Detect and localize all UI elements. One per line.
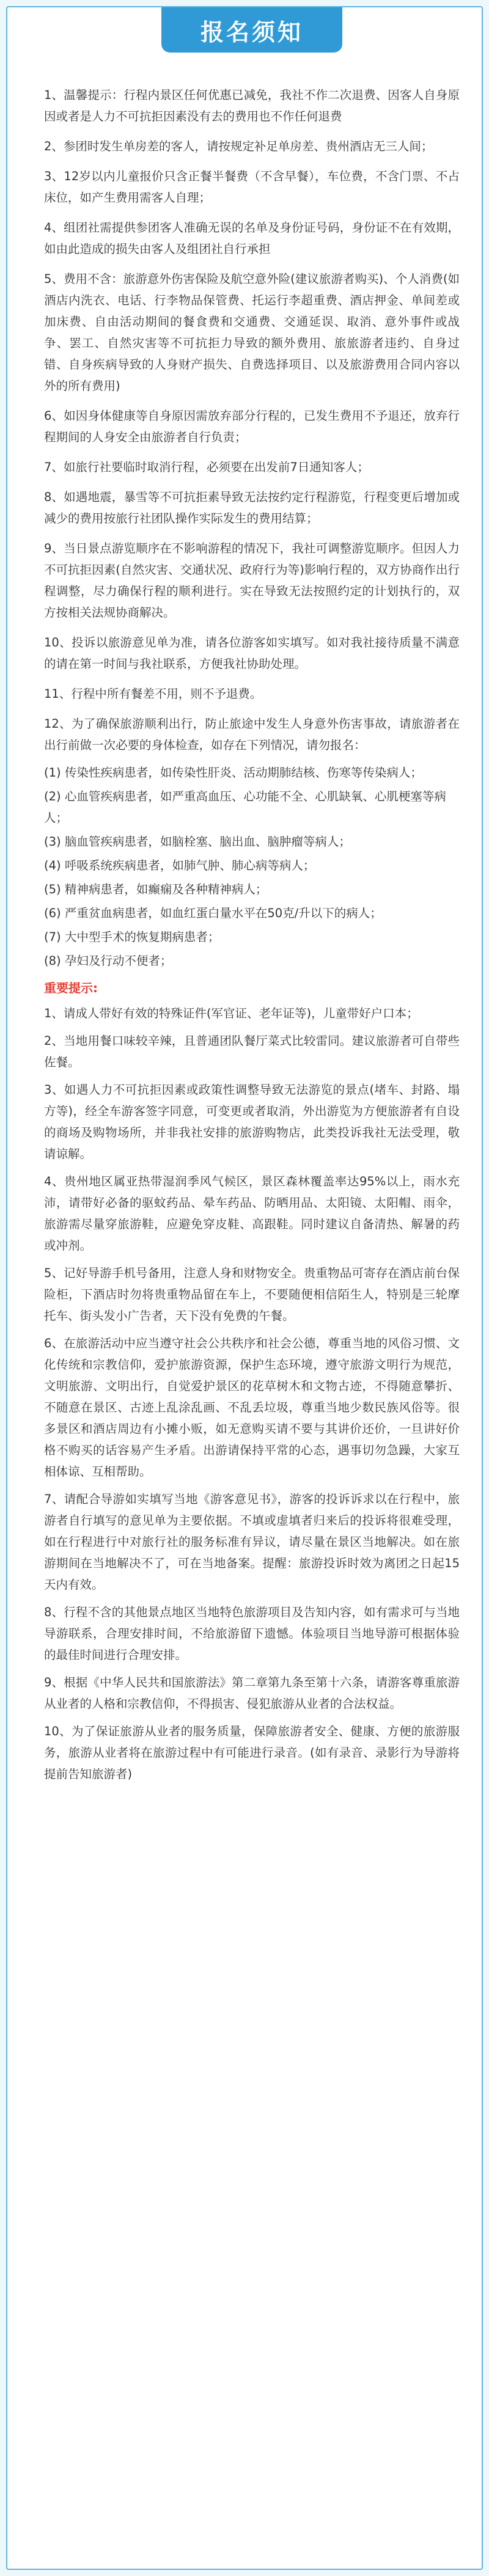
important-item: 10、为了保证旅游从业者的服务质量，保障旅游者安全、健康、方便的旅游服务，旅游从业者将在旅游过程中有可能进行录音。(如有录音、录影行为导游将提前告知旅游者) bbox=[44, 1724, 460, 1781]
condition-item: (8) 孕妇及行动不便者； bbox=[44, 954, 172, 968]
notice-item: 5、费用不含：旅游意外伤害保险及航空意外险(建议旅游者购买)、个人消费(如酒店内洗衣、电话、行李物品保管费、托运行李超重费、酒店押金、单间差或加床费、自由活动期间的餐食费和交通费、交通延误、取消、意外事件或战争、罢工、自然灾害等不可抗拒力导致的额外费用、旅旅游者违约、自身过错、自身疾病导致的人身财产损失、自费选择项目、以及旅游费用合同内容以外的所有费用) bbox=[44, 272, 460, 393]
notice-item: 7、如旅行社要临时取消行程，必须要在出发前7日通知客人； bbox=[44, 460, 369, 474]
important-heading: 重要提示: bbox=[44, 981, 98, 995]
title-banner bbox=[161, 7, 342, 53]
important-item: 7、请配合导游如实填写当地《游客意见书》，游客的投诉诉求以在行程中，旅游者自行填写的意见单为主要依据。不填或虚填者归来后的投诉将很难受理，如在行程进行中对旅行社的服务标准有异议，请尽量在景区当地解决。如在旅游期间在当地解决不了，可在当地备案。提醒：旅游投诉时效为离团之日起15天内有效。 bbox=[44, 1492, 460, 1592]
notice-frame bbox=[6, 6, 483, 2570]
important-item: 6、在旅游活动中应当遵守社会公共秩序和社会公德，尊重当地的风俗习惯、文化传统和宗教信仰，爱护旅游资源，保护生态环境，遵守旅游文明行为规范，文明旅游、文明出行，自觉爱护景区的花草树木和文物古迹，不得随意攀折、不随意在景区、古迹上乱涂乱画、不乱丢垃圾，尊重当地少数民族风俗等。很多景区和酒店周边有小摊小贩，如无意购买请不要与其讲价还价，一旦讲好价格不购买的话容易产生矛盾。出游请保持平常的心态，遇事切勿急躁，大家互相体谅、互相帮助。 bbox=[44, 1336, 460, 1479]
important-item: 1、请成人带好有效的特殊证件(军官证、老年证等)，儿童带好户口本； bbox=[44, 1006, 419, 1020]
notice-item: 3、12岁以内儿童报价只含正餐半餐费（不含早餐），车位费，不含门票、不占床位，如产生费用需客人自理； bbox=[44, 169, 460, 205]
condition-item: (1) 传染性疾病患者，如传染性肝炎、活动期肺结核、伤寒等传染病人； bbox=[44, 766, 422, 780]
important-item: 3、如遇人力不可抗拒因素或政策性调整导致无法游览的景点(堵车、封路、塌方等)，经全车游客签字同意，可变更或者取消，外出游览为方便旅游者有自设的商场及购物场所，并非我社安排的旅游购物店，此类投诉我社无法受理，敬请谅解。 bbox=[44, 1083, 460, 1161]
notice-item: 4、组团社需提供参团客人准确无误的名单及身份证号码，身份证不在有效期，如由此造成的损失由客人及组团社自行承担 bbox=[44, 221, 460, 256]
condition-item: (7) 大中型手术的恢复期病患者； bbox=[44, 930, 220, 944]
notice-item: 9、当日景点游览顺序在不影响游程的情况下，我社可调整游览顺序。但因人力不可抗拒因素(自然灾害、交通状况、政府行为等)影响行程的，双方协商作出行程调整，尽力确保行程的顺利进行。实在导致无法按照约定的计划执行的，双方按相关法规协商解决。 bbox=[44, 541, 460, 620]
page-title: 报名须知 bbox=[200, 18, 303, 46]
notice-item: 6、如因身体健康等自身原因需放弃部分行程的，已发生费用不予退还，放弃行程期间的人身安全由旅游者自行负责； bbox=[44, 409, 460, 444]
notice-item: 8、如遇地震，暴雪等不可抗拒素导致无法按约定行程游览，行程变更后增加或减少的费用按旅行社团队操作实际发生的费用结算； bbox=[44, 490, 460, 525]
notice-content bbox=[44, 84, 460, 1791]
notice-item: 12、为了确保旅游顺利出行，防止旅途中发生人身意外伤害事故，请旅游者在出行前做一次必要的身体检查，如存在下列情况，请勿报名： bbox=[44, 717, 460, 752]
notice-item: 2、参团时发生单房差的客人，请按规定补足单房差、贵州酒店无三人间； bbox=[44, 139, 433, 153]
notice-item: 11、行程中所有餐差不用，则不予退费。 bbox=[44, 687, 262, 701]
important-item: 2、当地用餐口味较辛辣，且普通团队餐厅菜式比较雷同。建议旅游者可自带些佐餐。 bbox=[44, 1034, 460, 1069]
condition-item: (6) 严重贫血病患者，如血红蛋白量水平在50克/升以下的病人； bbox=[44, 906, 382, 920]
notice-item: 1、温馨提示：行程内景区任何优惠已减免，我社不作二次退费、因客人自身原因或者是人力不可抗拒因素没有去的费用也不作任何退费 bbox=[44, 88, 460, 123]
notice-item: 10、投诉以旅游意见单为准，请各位游客如实填写。如对我社接待质量不满意的请在第一时间与我社联系，方便我社协助处理。 bbox=[44, 635, 460, 671]
condition-item: (2) 心血管疾病患者，如严重高血压、心功能不全、心肌缺氧、心肌梗塞等病人； bbox=[44, 789, 446, 825]
important-item: 8、行程不含的其他景点地区当地特色旅游项目及告知内容，如有需求可与当地导游联系，合理安排时间，不给旅游留下遗憾。体验项目当地导游可根据体验的最佳时间进行合理安排。 bbox=[44, 1605, 460, 1662]
important-item: 5、记好导游手机号备用，注意人身和财物安全。贵重物品可寄存在酒店前台保险柜，下酒店时勿将贵重物品留在车上，不要随便相信陌生人，特别是三轮摩托车、街头发小广告者，天下没有免费的午餐。 bbox=[44, 1266, 460, 1323]
important-item: 9、根据《中华人民共和国旅游法》第二章第九条至第十六条，请游客尊重旅游从业者的人格和宗教信仰，不得损害、侵犯旅游从业者的合法权益。 bbox=[44, 1675, 460, 1711]
condition-item: (5) 精神病患者，如癫痫及各种精神病人； bbox=[44, 882, 268, 896]
condition-item: (3) 脑血管疾病患者，如脑栓塞、脑出血、脑肿瘤等病人； bbox=[44, 835, 351, 849]
condition-item: (4) 呼吸系统疾病患者，如肺气肿、肺心病等病人； bbox=[44, 858, 315, 873]
important-item: 4、贵州地区属亚热带湿润季风气候区，景区森林覆盖率达95%以上，雨水充沛，请带好必备的驱蚊药品、晕车药品、防晒用品、太阳镜、太阳帽、雨伞，旅游需尽量穿旅游鞋，应避免穿皮鞋、高跟鞋。同时建议自备清热、解暑的药或冲剂。 bbox=[44, 1174, 460, 1253]
